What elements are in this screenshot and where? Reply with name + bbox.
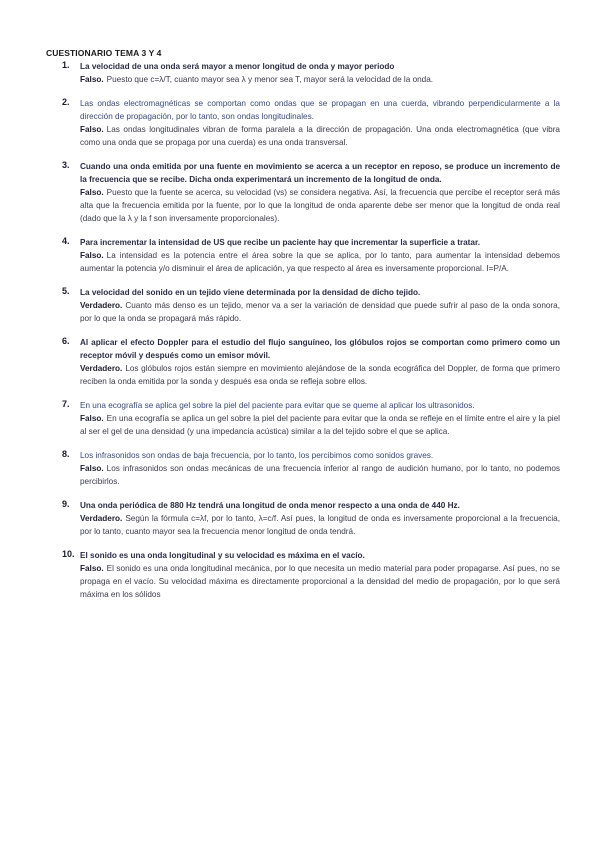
answer-explanation: El sonido es una onda longitudinal mecánica, por lo que necesita un medio material para poder propagarse. Así pues, no se propaga en el vacío. Su velocidad máxima es directamente proporcional a la densidad del medio de propagación, por lo que será máxima en los sólidos <box>80 564 560 599</box>
answer-verdict: Falso. <box>80 251 104 260</box>
question-statement: Para incrementar la intensidad de US que recibe un paciente hay que incrementar la superficie a tratar. <box>80 238 480 247</box>
answer-verdict: Verdadero. <box>80 364 123 373</box>
answer-explanation: Cuanto más denso es un tejido, menor va a ser la variación de densidad que puede sufrir al paso de la onda sonora, por lo que la onda se propagará más rápido. <box>80 301 560 323</box>
question-item <box>46 449 560 488</box>
question-item <box>46 399 560 438</box>
answer-explanation: Puesto que c=λ/T, cuanto mayor sea λ y menor sea T, mayor será la velocidad de la onda. <box>106 75 434 84</box>
answer-explanation: En una ecografía se aplica un gel sobre la piel del paciente para evitar que la onda se refleje en el límite entre el aire y la piel al ser el gel de una densidad (y una impedancia acústica) similar a la del tejido sobre el que se aplica. <box>80 414 560 436</box>
question-statement: En una ecografía se aplica gel sobre la piel del paciente para evitar que se queme al aplicar los ultrasonidos. <box>80 401 475 410</box>
answer-verdict: Falso. <box>80 188 104 197</box>
question-statement: La velocidad de una onda será mayor a menor longitud de onda y mayor periodo <box>80 62 395 71</box>
question-answer <box>80 73 560 86</box>
answer-verdict: Falso. <box>80 464 104 473</box>
question-number: 9. <box>62 499 70 509</box>
answer-explanation: Las ondas longitudinales vibran de forma paralela a la dirección de propagación. Una onda electromagnética (que vibra como una onda que se propaga por una cuerda) es una onda transversal. <box>80 125 560 147</box>
question-item <box>46 549 560 601</box>
question-answer <box>80 123 560 149</box>
answer-explanation: Los infrasonidos son ondas mecánicas de una frecuencia inferior al rango de audición humano, por lo tanto, no podemos percibirlos. <box>80 464 560 486</box>
question-number: 10. <box>62 549 75 559</box>
question-answer <box>80 186 560 225</box>
question-number: 8. <box>62 449 70 459</box>
answer-explanation: Los glóbulos rojos están siempre en movimiento alejándose de la sonda ecográfica del Doppler, de forma que primero reciben la onda emitida por la sonda y después esa onda se refleja sobre ellos. <box>80 364 560 386</box>
question-number: 5. <box>62 286 70 296</box>
answer-verdict: Verdadero. <box>80 514 123 523</box>
question-item <box>46 336 560 388</box>
answer-verdict: Falso. <box>80 75 104 84</box>
question-answer <box>80 249 560 275</box>
answer-verdict: Falso. <box>80 564 104 573</box>
answer-explanation: La intensidad es la potencia entre el área sobre la que se aplica, por lo tanto, para aumentar la intensidad debemos aumentar la potencia y/o disminuir el área de aplicación, ya que respecto al área es inversamente proporcional. I=P/A. <box>80 251 560 273</box>
question-item <box>46 236 560 275</box>
question-item <box>46 499 560 538</box>
question-item <box>46 286 560 325</box>
question-answer <box>80 412 560 438</box>
answer-verdict: Falso. <box>80 125 104 134</box>
question-number: 6. <box>62 336 70 346</box>
question-statement: El sonido es una onda longitudinal y su velocidad es máxima en el vacío. <box>80 551 365 560</box>
question-answer <box>80 562 560 601</box>
question-number: 3. <box>62 160 70 170</box>
question-answer <box>80 299 560 325</box>
document-page <box>46 48 560 612</box>
question-item <box>46 60 560 86</box>
question-answer <box>80 512 560 538</box>
answer-explanation: Puesto que la fuente se acerca, su velocidad (vs) se considera negativa. Así, la frecuencia que percibe el receptor será más alta que la frecuencia emitida por la fuente, por lo que la longitud de onda aparente debe ser menor que la longitud de onda real (dado que la λ y la f son inversamente proporcionales). <box>80 188 560 223</box>
answer-verdict: Falso. <box>80 414 104 423</box>
question-statement: Cuando una onda emitida por una fuente en movimiento se acerca a un receptor en reposo, se produce un incremento de la frecuencia que se recibe. Dicha onda experimentará un incremento de la longitud de onda. <box>80 162 560 184</box>
question-answer <box>80 362 560 388</box>
document-title: CUESTIONARIO TEMA 3 Y 4 <box>46 48 162 58</box>
question-number: 1. <box>62 60 70 70</box>
question-number: 4. <box>62 236 70 246</box>
answer-verdict: Verdadero. <box>80 301 123 310</box>
question-item <box>46 160 560 225</box>
question-answer <box>80 462 560 488</box>
answer-explanation: Según la fórmula c=λf, por lo tanto, λ=c/f. Así pues, la longitud de onda es inversamente proporcional a la frecuencia, por lo tanto, cuanto mayor sea la frecuencia menor longitud de onda tendrá. <box>80 514 560 536</box>
question-statement: La velocidad del sonido en un tejido viene determinada por la densidad de dicho tejido. <box>80 288 421 297</box>
question-statement: Los infrasonidos son ondas de baja frecuencia, por lo tanto, los percibimos como sonidos graves. <box>80 451 434 460</box>
question-number: 7. <box>62 399 70 409</box>
question-statement: Al aplicar el efecto Doppler para el estudio del flujo sanguíneo, los glóbulos rojos se comportan como primero como un receptor móvil y después como un emisor móvil. <box>80 338 560 360</box>
question-statement: Una onda periódica de 880 Hz tendrá una longitud de onda menor respecto a una onda de 440 Hz. <box>80 501 460 510</box>
question-statement: Las ondas electromagnéticas se comportan como ondas que se propagan en una cuerda, vibrando perpendicularmente a la dirección de propagación, por lo tanto, son ondas longitudinales. <box>80 99 560 121</box>
question-number: 2. <box>62 97 70 107</box>
question-item <box>46 97 560 149</box>
